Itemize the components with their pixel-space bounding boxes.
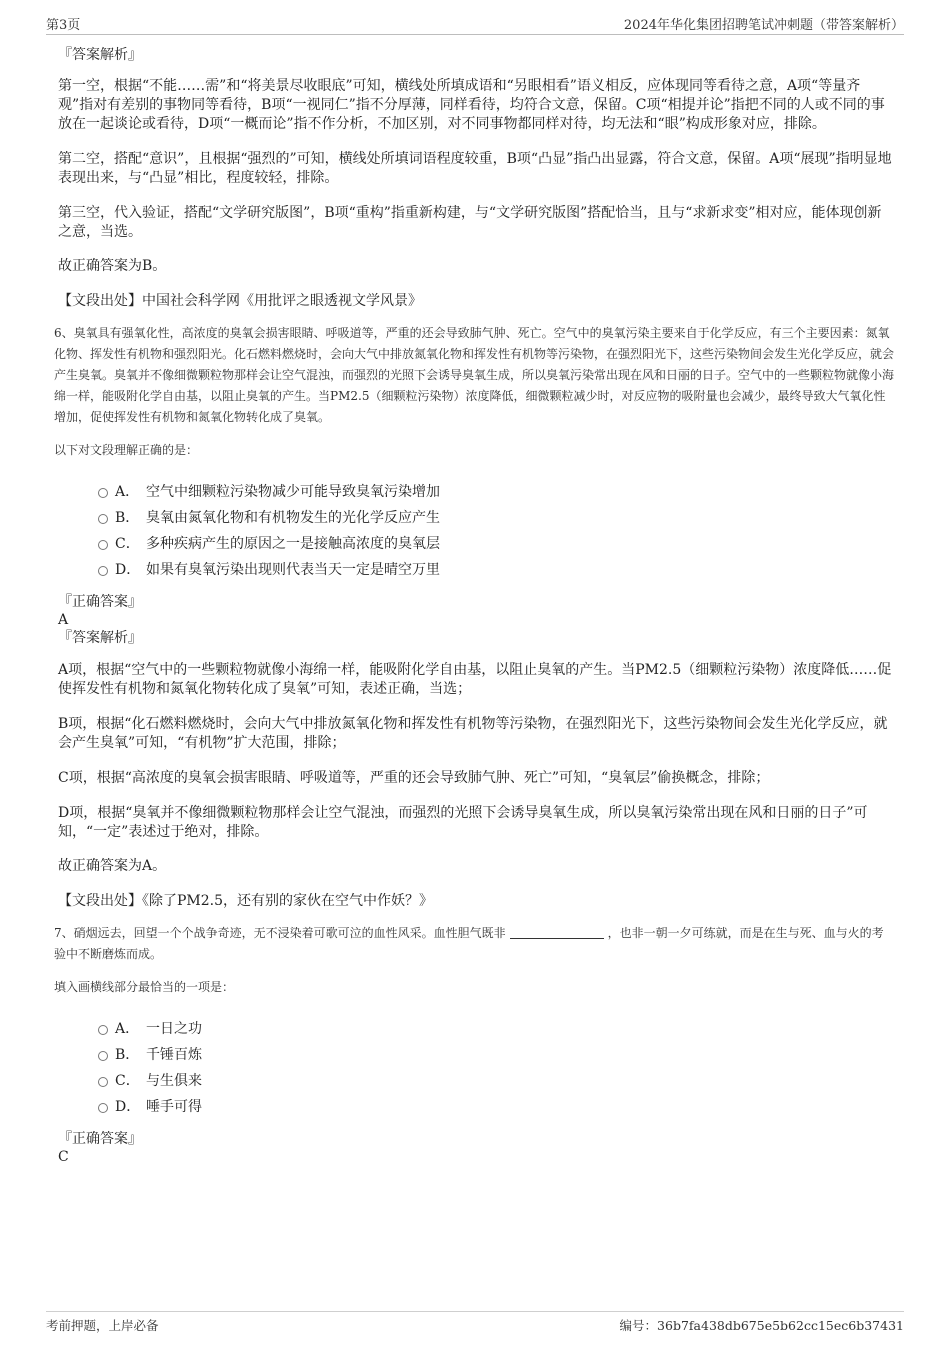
- radio-button[interactable]: [98, 1051, 108, 1061]
- q5-source: 【文段出处】中国社会科学网《用批评之眼透视文学风景》: [58, 293, 422, 309]
- q6-option-a[interactable]: A． 空气中细颗粒污染物减少可能导致臭氧污染增加: [58, 479, 894, 505]
- fill-in-blank: [510, 926, 604, 939]
- q5-conclusion: 故正确答案为B。: [58, 258, 167, 274]
- q6-option-c[interactable]: C． 多种疾病产生的原因之一是接触高浓度的臭氧层: [58, 531, 894, 557]
- q5-analysis-paragraph: 第三空，代入验证，搭配“文学研究版图”，B项“重构”指重新构建，与“文学研究版图”搭配恰当，且与“求新求变”相对应，能体现创新之意，当选。: [58, 205, 882, 240]
- q5-analysis-label: 『答案解析』: [58, 47, 142, 63]
- q7-option-a[interactable]: A． 一日之功: [58, 1016, 894, 1042]
- document-title: 2024年华化集团招聘笔试冲刺题（带答案解析）: [623, 18, 904, 33]
- page-content: [54, 46, 895, 1166]
- radio-button[interactable]: [98, 1025, 108, 1035]
- q6-analysis-paragraph: A项，根据“空气中的一些颗粒物就像小海绵一样，能吸附化学自由基，以阻止臭氧的产生。当PM2.5（细颗粒污染物）浓度降低……促使挥发性有机物和氮氧化物转化成了臭氧”可知，表述正确，当选；: [58, 662, 892, 697]
- q7-option-d[interactable]: D． 唾手可得: [58, 1094, 894, 1120]
- q6-source: 【文段出处】《除了PM2.5，还有别的家伙在空气中作妖？》: [58, 893, 434, 909]
- q6-correct-answer: A: [58, 612, 69, 628]
- q7-option-c[interactable]: C． 与生俱来: [58, 1068, 894, 1094]
- radio-button[interactable]: [98, 540, 108, 550]
- radio-button[interactable]: [98, 1077, 108, 1087]
- radio-button[interactable]: [98, 1103, 108, 1113]
- footer-slogan: 考前押题，上岸必备: [46, 1318, 159, 1333]
- q5-analysis-paragraph: 第一空，根据“不能……需”和“将美景尽收眼底”可知，横线处所填成语和“另眼相看”语义相反，应体现同等看待之意，A项“等量齐观”指对有差别的事物同等看待，B项“一视同仁”指不分厚薄，同样看待，均符合文意，保留。C项“相提并论”指把不同的人或不同的事放在一起谈论或看待，D项“一概而论”指不作分析，不加区别，对不同事物都同样对待，均无法和“眼”构成形象对应，排除。: [58, 78, 885, 132]
- q7-options: [58, 1016, 894, 1120]
- q7-correct-answer: C: [58, 1149, 69, 1165]
- q6-option-d[interactable]: D． 如果有臭氧污染出现则代表当天一定是晴空万里: [58, 557, 894, 583]
- q7-option-b[interactable]: B． 千锤百炼: [58, 1042, 894, 1068]
- q6-prompt: 以下对文段理解正确的是：: [54, 443, 199, 457]
- document-serial: 编号：36b7fa438db675e5b62cc15ec6b37431: [619, 1318, 904, 1333]
- radio-button[interactable]: [98, 514, 108, 524]
- q6-analysis-paragraph: D项，根据“臭氧并不像细微颗粒物那样会让空气混浊，而强烈的光照下会诱导臭氧生成，所以臭氧污染常出现在风和日丽的日子”可知，“一定”表述过于绝对，排除。: [58, 805, 868, 840]
- q6-correct-label: 『正确答案』: [58, 594, 142, 610]
- q6-analysis-label: 『答案解析』: [58, 630, 142, 646]
- q7-correct-label: 『正确答案』: [58, 1131, 142, 1147]
- q7-stem: 7、硝烟远去，回望一个个战争奇迹，无不浸染着可歌可泣的血性风采。血性胆气既非 ，也非一朝一夕可练就，而是在生与死、血与火的考验中不断磨炼而成。: [54, 926, 884, 961]
- page-number: 第3页: [46, 18, 81, 33]
- radio-button[interactable]: [98, 566, 108, 576]
- page-header: [46, 14, 904, 35]
- q6-option-b[interactable]: B． 臭氧由氮氧化物和有机物发生的光化学反应产生: [58, 505, 894, 531]
- q6-options: [58, 479, 894, 583]
- q6-conclusion: 故正确答案为A。: [58, 858, 167, 874]
- page-footer: [46, 1311, 904, 1336]
- q5-analysis-paragraph: 第二空，搭配“意识”，且根据“强烈的”可知，横线处所填词语程度较重，B项“凸显”指凸出显露，符合文意，保留。A项“展现”指明显地表现出来，与“凸显”相比，程度较轻，排除。: [58, 151, 892, 186]
- q6-analysis-paragraph: B项，根据“化石燃料燃烧时，会向大气中排放氮氧化物和挥发性有机物等污染物，在强烈阳光下，这些污染物间会发生光化学反应，就会产生臭氧”可知，“有机物”扩大范围，排除；: [58, 716, 888, 751]
- q6-analysis-paragraph: C项，根据“高浓度的臭氧会损害眼睛、呼吸道等，严重的还会导致肺气肿、死亡”可知，“臭氧层”偷换概念，排除；: [58, 770, 770, 786]
- q6-stem: 6、臭氧具有强氧化性，高浓度的臭氧会损害眼睛、呼吸道等，严重的还会导致肺气肿、死亡。空气中的臭氧污染主要来自于化学反应，有三个主要因素：氮氧化物、挥发性有机物和强烈阳光。化石燃料燃烧时，会向大气中排放氮氧化物和挥发性有机物等污染物，在强烈阳光下，这些污染物间会发生光化学反应，就会产生臭氧。臭氧并不像细微颗粒物那样会让空气混浊，而强烈的光照下会诱导臭氧生成，所以臭氧污染常出现在风和日丽的日子。空气中的一些颗粒物就像小海绵一样，能吸附化学自由基，以阻止臭氧的产生。当PM2.5（细颗粒污染物）浓度降低，细微颗粒减少时，对反应物的吸附量也会减少，最终导致大气氧化性增加，促使挥发性有机物和氮氧化物转化成了臭氧。: [54, 326, 895, 424]
- radio-button[interactable]: [98, 488, 108, 498]
- q7-prompt: 填入画横线部分最恰当的一项是：: [54, 980, 235, 994]
